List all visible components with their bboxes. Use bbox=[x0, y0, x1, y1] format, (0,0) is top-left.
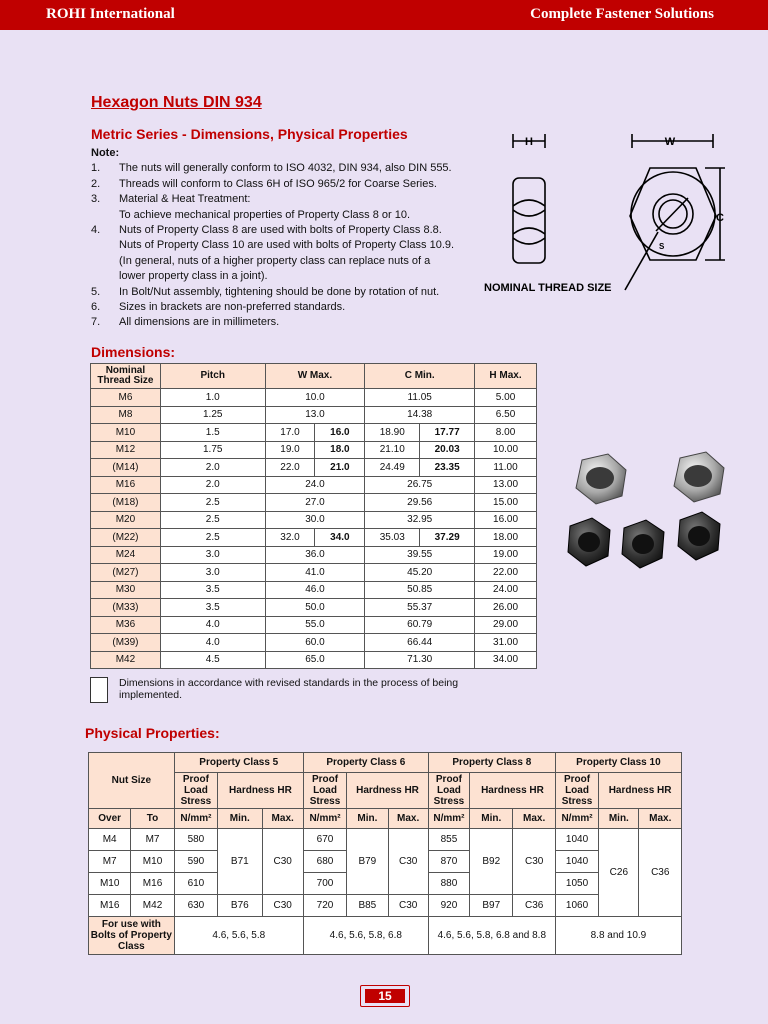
cell-w: 17.0 bbox=[265, 424, 315, 442]
physical-heading: Physical Properties: bbox=[85, 725, 220, 741]
col-over: Over bbox=[89, 809, 131, 829]
cell-w: 32.0 bbox=[265, 529, 315, 547]
nut-black-3 bbox=[678, 512, 720, 560]
note-num bbox=[91, 238, 119, 253]
company-tagline: Complete Fastener Solutions bbox=[530, 6, 714, 22]
cell-c-revised: 23.35 bbox=[420, 459, 475, 477]
col-proof-load: Proof Load Stress bbox=[428, 773, 469, 809]
cell-c: 24.49 bbox=[365, 459, 420, 477]
note-num: 2. bbox=[91, 177, 101, 190]
cell-w-revised: 16.0 bbox=[315, 424, 365, 442]
cell-h: 6.50 bbox=[475, 406, 537, 424]
note-text: Nuts of Property Class 8 are used with bolts of Property Class 8.8. bbox=[119, 224, 442, 237]
col-to: To bbox=[131, 809, 174, 829]
col-pitch: Pitch bbox=[160, 364, 265, 389]
cell-w: 24.0 bbox=[265, 476, 365, 494]
table-row bbox=[91, 581, 537, 599]
cell-c: 50.85 bbox=[365, 581, 475, 599]
table-row bbox=[91, 406, 537, 424]
col-h: H Max. bbox=[475, 364, 537, 389]
cell-w-revised: 21.0 bbox=[315, 459, 365, 477]
note-num bbox=[91, 254, 119, 269]
cell-pitch: 2.0 bbox=[160, 476, 265, 494]
note-num: 1. bbox=[91, 162, 101, 175]
nuts-photo bbox=[562, 448, 737, 578]
col-unit: N/mm² bbox=[428, 809, 469, 829]
cell-size: (M33) bbox=[91, 599, 161, 617]
cell-h: 26.00 bbox=[475, 599, 537, 617]
cell-size: M10 bbox=[91, 424, 161, 442]
cell-c: 55.37 bbox=[365, 599, 475, 617]
cell-hard-6-min: B79 bbox=[347, 829, 388, 895]
note-text: Nuts of Property Class 10 are used with bolts of Property Class 10.9. bbox=[119, 239, 455, 252]
cell-hard-8-min: B92 bbox=[470, 829, 513, 895]
cell-c: 29.56 bbox=[365, 494, 475, 512]
table-row bbox=[91, 616, 537, 634]
cell-use-10: 8.8 and 10.9 bbox=[555, 917, 681, 955]
cell-w: 55.0 bbox=[265, 616, 365, 634]
cell-h: 13.00 bbox=[475, 476, 537, 494]
note-num: 7. bbox=[91, 316, 101, 329]
cell-hard-10-min: C26 bbox=[599, 829, 639, 917]
notes bbox=[91, 146, 491, 331]
cell-w-revised: 18.0 bbox=[315, 441, 365, 459]
col-unit: N/mm² bbox=[174, 809, 217, 829]
cell-w: 27.0 bbox=[265, 494, 365, 512]
cell-pitch: 3.5 bbox=[160, 599, 265, 617]
cell-use-8: 4.6, 5.6, 5.8, 6.8 and 8.8 bbox=[428, 917, 555, 955]
col-proof-load: Proof Load Stress bbox=[555, 773, 598, 809]
table-row bbox=[91, 511, 537, 529]
cell-to: M10 bbox=[131, 851, 174, 873]
cell-pitch: 2.5 bbox=[160, 529, 265, 547]
col-class-10: Property Class 10 bbox=[555, 753, 681, 773]
cell-c-revised: 20.03 bbox=[420, 441, 475, 459]
table-row bbox=[91, 441, 537, 459]
table-header-row bbox=[89, 773, 682, 809]
cell-pitch: 3.5 bbox=[160, 581, 265, 599]
cell-pitch: 4.0 bbox=[160, 616, 265, 634]
col-max: Max. bbox=[639, 809, 682, 829]
page-number-box bbox=[360, 985, 410, 1007]
diagram-c-label: C bbox=[716, 212, 724, 224]
col-hardness: Hardness HR bbox=[218, 773, 304, 809]
note-num bbox=[91, 208, 119, 223]
cell-size: M20 bbox=[91, 511, 161, 529]
cell-hard-8-max: C30 bbox=[513, 829, 555, 895]
cell-c-revised: 17.77 bbox=[420, 424, 475, 442]
table-header-row bbox=[91, 364, 537, 389]
cell-proof-10: 1060 bbox=[555, 895, 598, 917]
table-header-row bbox=[89, 809, 682, 829]
cell-c: 11.05 bbox=[365, 389, 475, 407]
table-row bbox=[91, 476, 537, 494]
cell-proof-5: 580 bbox=[174, 829, 217, 851]
cell-h: 19.00 bbox=[475, 546, 537, 564]
note-text: lower property class in a joint). bbox=[119, 270, 268, 283]
col-unit: N/mm² bbox=[303, 809, 346, 829]
cell-w: 65.0 bbox=[265, 651, 365, 669]
table-row bbox=[91, 599, 537, 617]
cell-c: 71.30 bbox=[365, 651, 475, 669]
cell-over: M4 bbox=[89, 829, 131, 851]
cell-w: 41.0 bbox=[265, 564, 365, 582]
nut-black-1 bbox=[568, 518, 610, 566]
cell-c: 14.38 bbox=[365, 406, 475, 424]
col-proof-load: Proof Load Stress bbox=[174, 773, 217, 809]
cell-over: M16 bbox=[89, 895, 131, 917]
col-max: Max. bbox=[262, 809, 303, 829]
cell-size: (M18) bbox=[91, 494, 161, 512]
page-title: Hexagon Nuts DIN 934 bbox=[91, 94, 262, 111]
dimensions-table bbox=[90, 363, 537, 669]
cell-size: M6 bbox=[91, 389, 161, 407]
table-row bbox=[91, 529, 537, 547]
cell-proof-10: 1050 bbox=[555, 873, 598, 895]
cell-w: 22.0 bbox=[265, 459, 315, 477]
cell-pitch: 1.75 bbox=[160, 441, 265, 459]
col-hardness: Hardness HR bbox=[470, 773, 556, 809]
cell-w: 19.0 bbox=[265, 441, 315, 459]
cell-size: M16 bbox=[91, 476, 161, 494]
legend-swatch bbox=[90, 677, 108, 703]
cell-w: 30.0 bbox=[265, 511, 365, 529]
cell-size: (M14) bbox=[91, 459, 161, 477]
cell-proof-6: 680 bbox=[303, 851, 346, 873]
cell-size: M42 bbox=[91, 651, 161, 669]
cell-hard-8-max: C36 bbox=[513, 895, 555, 917]
note-text: To achieve mechanical properties of Property Class 8 or 10. bbox=[119, 208, 411, 221]
table-row bbox=[89, 829, 682, 851]
cell-c: 32.95 bbox=[365, 511, 475, 529]
note-num: 3. bbox=[91, 193, 101, 206]
cell-proof-6: 700 bbox=[303, 873, 346, 895]
cell-proof-8: 920 bbox=[428, 895, 469, 917]
cell-proof-5: 630 bbox=[174, 895, 217, 917]
table-row bbox=[91, 546, 537, 564]
diagram-w-label: W bbox=[664, 136, 676, 148]
cell-proof-8: 855 bbox=[428, 829, 469, 851]
col-size: Nominal Thread Size bbox=[91, 364, 161, 389]
cell-proof-8: 870 bbox=[428, 851, 469, 873]
cell-use-6: 4.6, 5.6, 5.8, 6.8 bbox=[303, 917, 428, 955]
page-subtitle: Metric Series - Dimensions, Physical Properties bbox=[91, 126, 408, 142]
note-text: Sizes in brackets are non-preferred standards. bbox=[119, 301, 346, 314]
nut-silver-1 bbox=[576, 454, 626, 504]
cell-c: 26.75 bbox=[365, 476, 475, 494]
cell-pitch: 4.0 bbox=[160, 634, 265, 652]
cell-use-5: 4.6, 5.6, 5.8 bbox=[174, 917, 303, 955]
table-row bbox=[91, 494, 537, 512]
note-text: The nuts will generally conform to ISO 4032, DIN 934, also DIN 555. bbox=[119, 162, 452, 175]
cell-h: 11.00 bbox=[475, 459, 537, 477]
cell-pitch: 4.5 bbox=[160, 651, 265, 669]
cell-pitch: 2.5 bbox=[160, 511, 265, 529]
note-num: 6. bbox=[91, 301, 101, 314]
table-header-row bbox=[89, 753, 682, 773]
col-hardness: Hardness HR bbox=[347, 773, 429, 809]
cell-size: M12 bbox=[91, 441, 161, 459]
cell-size: M30 bbox=[91, 581, 161, 599]
cell-proof-10: 1040 bbox=[555, 829, 598, 851]
cell-size: M8 bbox=[91, 406, 161, 424]
cell-hard-5-min: B71 bbox=[218, 829, 262, 895]
diagram-h-label: H bbox=[525, 136, 533, 148]
note-num: 4. bbox=[91, 224, 101, 237]
cell-to: M16 bbox=[131, 873, 174, 895]
col-class-8: Property Class 8 bbox=[428, 753, 555, 773]
cell-c-revised: 37.29 bbox=[420, 529, 475, 547]
col-proof-load: Proof Load Stress bbox=[303, 773, 346, 809]
cell-w-revised: 34.0 bbox=[315, 529, 365, 547]
nut-silver-2 bbox=[674, 452, 724, 502]
cell-proof-10: 1040 bbox=[555, 851, 598, 873]
cell-pitch: 1.25 bbox=[160, 406, 265, 424]
cell-hard-10-max: C36 bbox=[639, 829, 682, 917]
cell-proof-5: 610 bbox=[174, 873, 217, 895]
table-row bbox=[91, 651, 537, 669]
cell-c: 21.10 bbox=[365, 441, 420, 459]
cell-pitch: 3.0 bbox=[160, 564, 265, 582]
cell-h: 16.00 bbox=[475, 511, 537, 529]
cell-hard-5-max: C30 bbox=[262, 829, 303, 895]
cell-to: M7 bbox=[131, 829, 174, 851]
cell-w: 60.0 bbox=[265, 634, 365, 652]
note-text: Threads will conform to Class 6H of ISO 965/2 for Coarse Series. bbox=[119, 177, 437, 190]
cell-h: 8.00 bbox=[475, 424, 537, 442]
cell-h: 29.00 bbox=[475, 616, 537, 634]
col-min: Min. bbox=[599, 809, 639, 829]
cell-w: 46.0 bbox=[265, 581, 365, 599]
cell-h: 5.00 bbox=[475, 389, 537, 407]
cell-h: 22.00 bbox=[475, 564, 537, 582]
diagram-caption: NOMINAL THREAD SIZE bbox=[484, 282, 612, 294]
cell-c: 66.44 bbox=[365, 634, 475, 652]
note-text: All dimensions are in millimeters. bbox=[119, 316, 280, 329]
cell-w: 10.0 bbox=[265, 389, 365, 407]
col-w: W Max. bbox=[265, 364, 365, 389]
table-row bbox=[91, 424, 537, 442]
cell-h: 18.00 bbox=[475, 529, 537, 547]
col-min: Min. bbox=[470, 809, 513, 829]
col-class-5: Property Class 5 bbox=[174, 753, 303, 773]
diagram-s-label: S bbox=[659, 242, 665, 251]
cell-proof-6: 720 bbox=[303, 895, 346, 917]
table-row bbox=[91, 634, 537, 652]
col-max: Max. bbox=[513, 809, 555, 829]
cell-over: M10 bbox=[89, 873, 131, 895]
physical-properties-table bbox=[88, 752, 682, 955]
cell-w: 13.0 bbox=[265, 406, 365, 424]
note-text: (In general, nuts of a higher property class can replace nuts of a bbox=[119, 254, 431, 267]
col-hardness: Hardness HR bbox=[599, 773, 682, 809]
cell-proof-6: 670 bbox=[303, 829, 346, 851]
cell-c: 45.20 bbox=[365, 564, 475, 582]
cell-pitch: 1.5 bbox=[160, 424, 265, 442]
cell-to: M42 bbox=[131, 895, 174, 917]
page-number: 15 bbox=[365, 989, 405, 1003]
note-num bbox=[91, 269, 119, 284]
legend-text: Dimensions in accordance with revised standards in the process of being implemented. bbox=[119, 677, 459, 701]
cell-hard-5-max: C30 bbox=[262, 895, 303, 917]
table-row bbox=[91, 389, 537, 407]
cell-c: 35.03 bbox=[365, 529, 420, 547]
cell-pitch: 3.0 bbox=[160, 546, 265, 564]
cell-h: 10.00 bbox=[475, 441, 537, 459]
note-text: In Bolt/Nut assembly, tightening should be done by rotation of nut. bbox=[119, 285, 440, 298]
cell-c: 60.79 bbox=[365, 616, 475, 634]
cell-c: 18.90 bbox=[365, 424, 420, 442]
cell-h: 31.00 bbox=[475, 634, 537, 652]
cell-hard-8-min: B97 bbox=[470, 895, 513, 917]
cell-size: M24 bbox=[91, 546, 161, 564]
cell-h: 34.00 bbox=[475, 651, 537, 669]
dimensions-heading: Dimensions: bbox=[91, 344, 176, 360]
col-unit: N/mm² bbox=[555, 809, 598, 829]
cell-proof-8: 880 bbox=[428, 873, 469, 895]
nut-black-2 bbox=[622, 520, 664, 568]
table-row bbox=[89, 895, 682, 917]
cell-over: M7 bbox=[89, 851, 131, 873]
table-row bbox=[91, 564, 537, 582]
table-row bbox=[91, 459, 537, 477]
cell-use-label: For use with Bolts of Property Class bbox=[89, 917, 175, 955]
col-min: Min. bbox=[218, 809, 262, 829]
cell-c: 39.55 bbox=[365, 546, 475, 564]
cell-w: 36.0 bbox=[265, 546, 365, 564]
col-c: C Min. bbox=[365, 364, 475, 389]
cell-hard-6-max: C30 bbox=[388, 895, 428, 917]
nut-diagram bbox=[480, 128, 730, 303]
note-text: Material & Heat Treatment: bbox=[119, 193, 251, 206]
table-row bbox=[89, 917, 682, 955]
col-min: Min. bbox=[347, 809, 388, 829]
company-name: ROHI International bbox=[46, 6, 175, 22]
cell-w: 50.0 bbox=[265, 599, 365, 617]
cell-size: (M27) bbox=[91, 564, 161, 582]
cell-pitch: 1.0 bbox=[160, 389, 265, 407]
cell-pitch: 2.0 bbox=[160, 459, 265, 477]
header-bar bbox=[0, 0, 768, 30]
cell-size: M36 bbox=[91, 616, 161, 634]
cell-size: (M39) bbox=[91, 634, 161, 652]
notes-heading: Note: bbox=[91, 147, 120, 159]
cell-hard-5-min: B76 bbox=[218, 895, 262, 917]
cell-hard-6-max: C30 bbox=[388, 829, 428, 895]
cell-h: 15.00 bbox=[475, 494, 537, 512]
cell-size: (M22) bbox=[91, 529, 161, 547]
col-class-6: Property Class 6 bbox=[303, 753, 428, 773]
col-nut-size: Nut Size bbox=[89, 753, 175, 809]
note-num: 5. bbox=[91, 285, 101, 298]
cell-hard-6-min: B85 bbox=[347, 895, 388, 917]
cell-pitch: 2.5 bbox=[160, 494, 265, 512]
cell-h: 24.00 bbox=[475, 581, 537, 599]
col-max: Max. bbox=[388, 809, 428, 829]
cell-proof-5: 590 bbox=[174, 851, 217, 873]
